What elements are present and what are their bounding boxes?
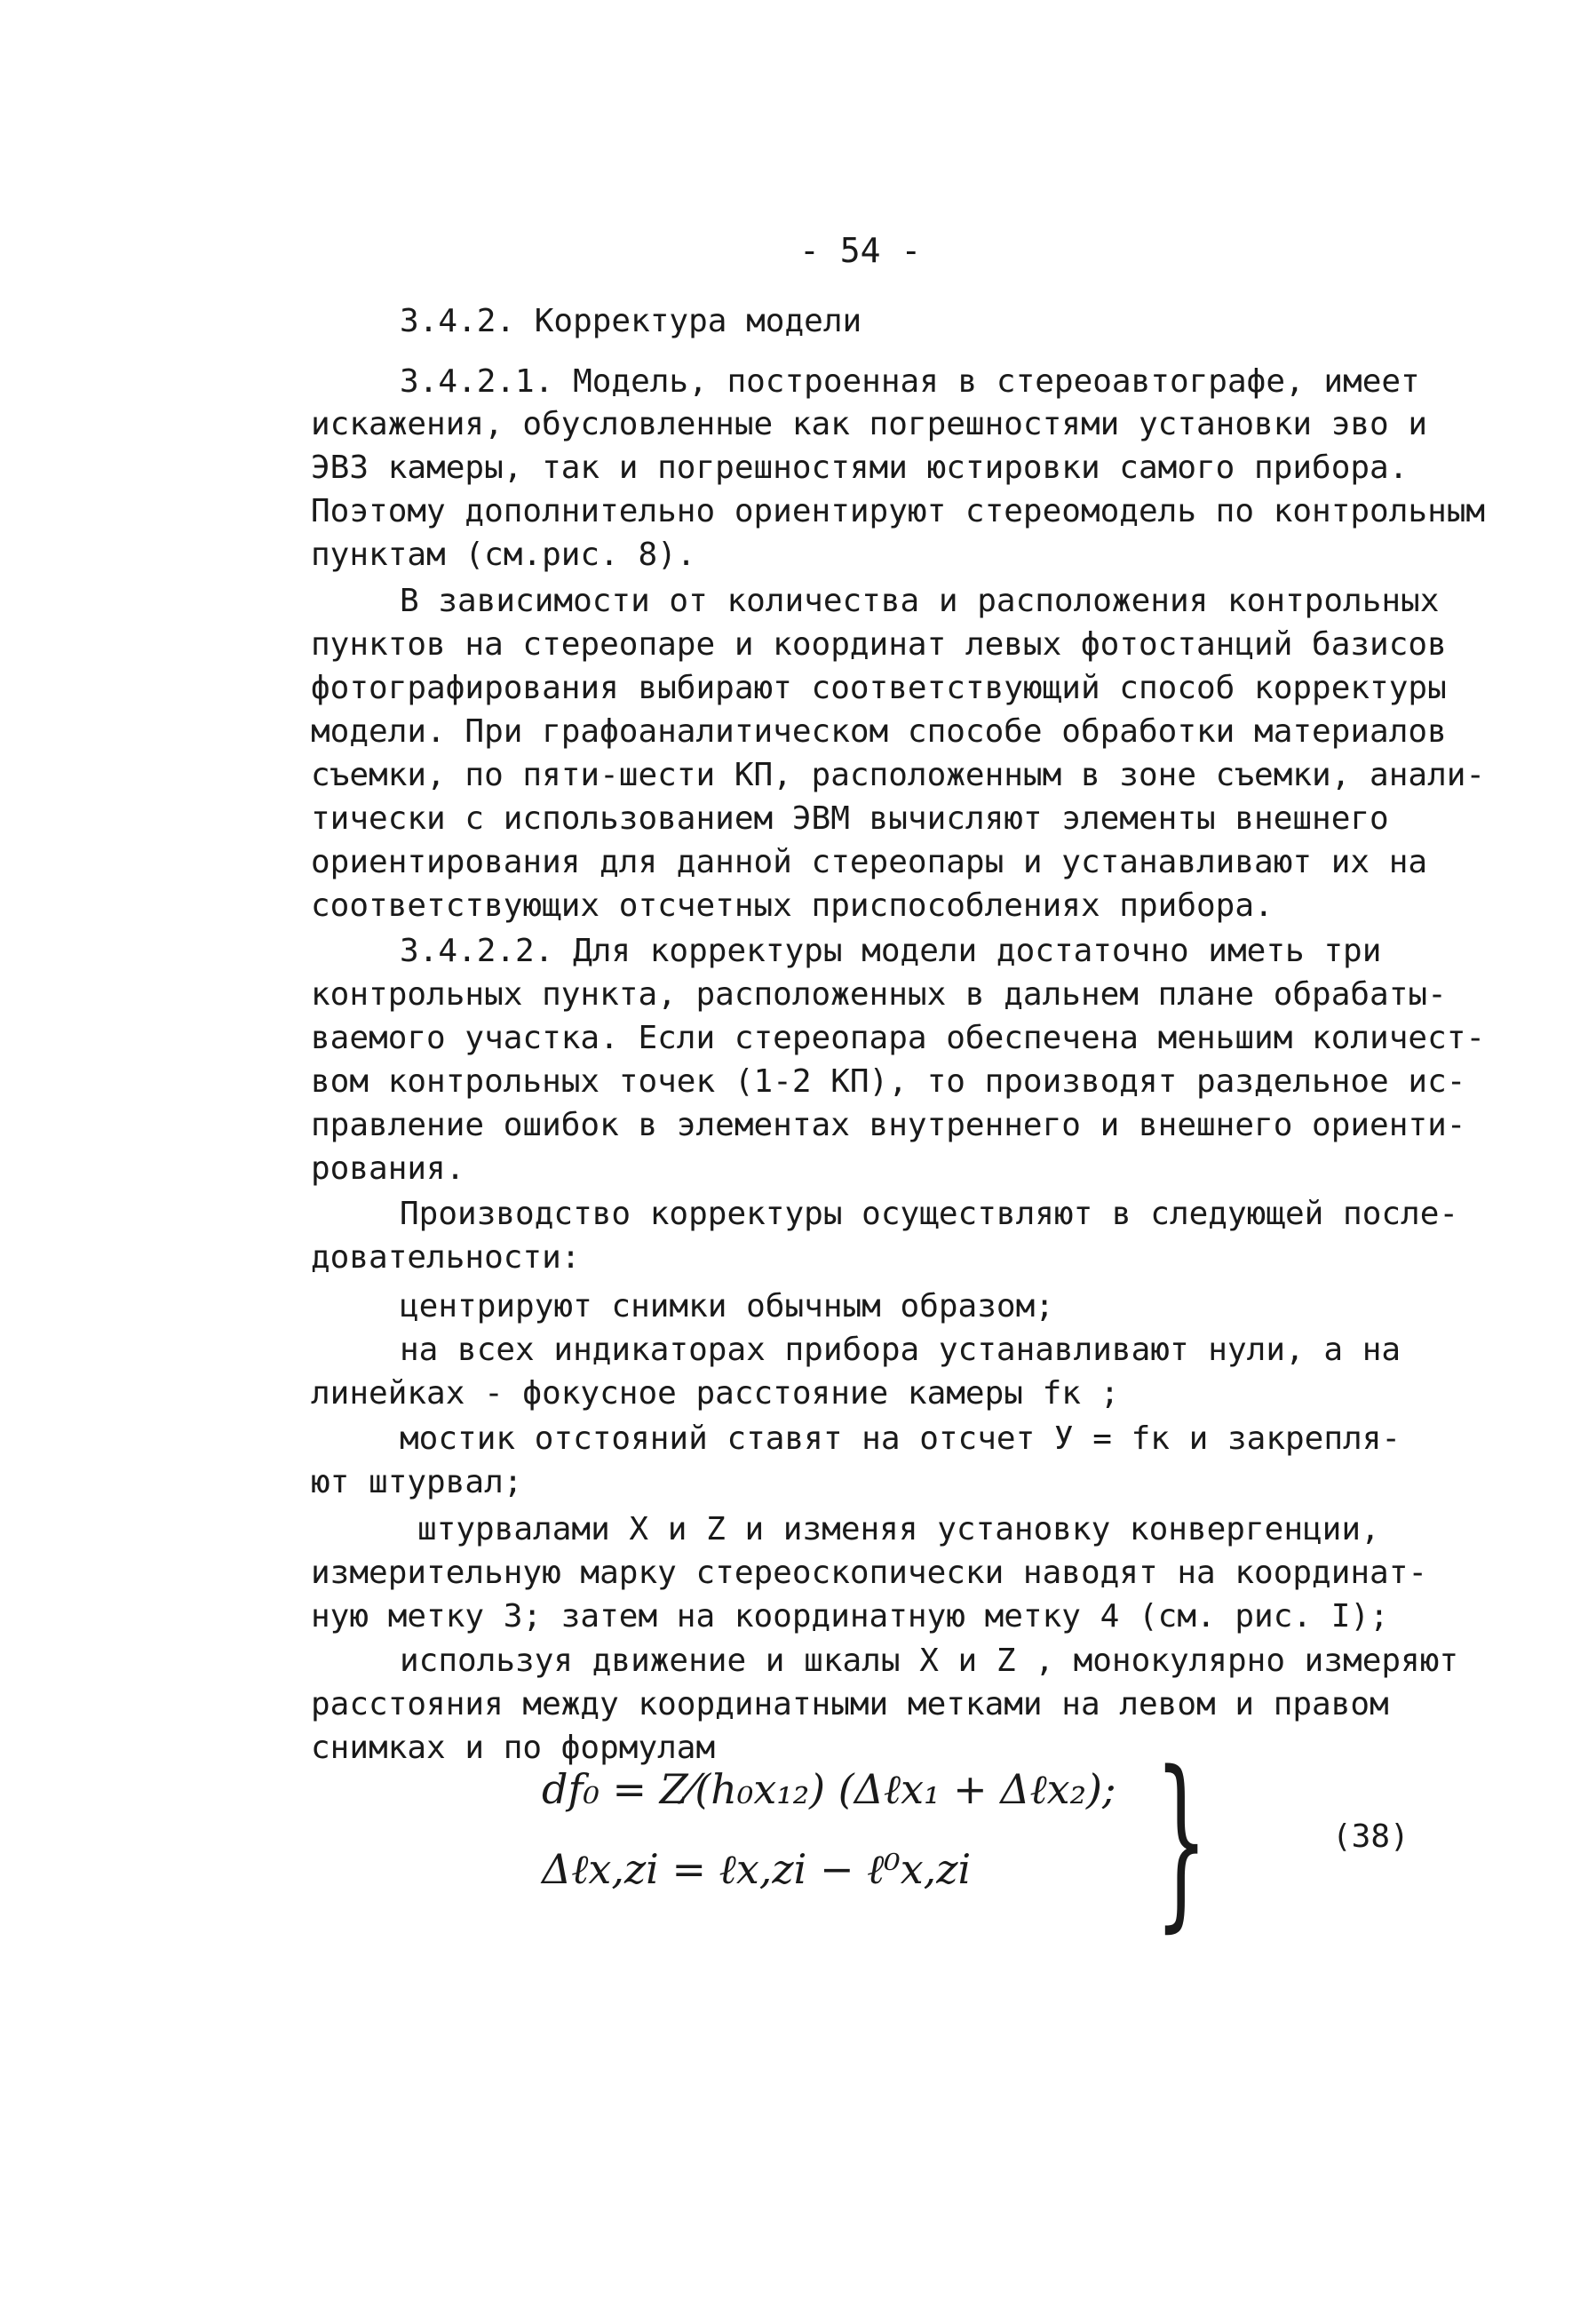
text-line: ют штурвал;	[311, 1464, 523, 1500]
text-line: съемки, по пяти-шести КП, расположенным в зоне съемки, анали-	[311, 757, 1486, 793]
text-line: ную метку 3; затем на координатную метку 4 (см. рис. I);	[311, 1598, 1389, 1635]
text-line: 3.4.2.2. Для корректуры модели достаточно иметь три	[400, 933, 1382, 969]
text-line: ориентирования для данной стереопары и устанавливают их на	[311, 844, 1428, 880]
text-line: 3.4.2.1. Модель, построенная в стереоавтографе, имеет	[400, 363, 1420, 400]
text-line: контрольных пункта, расположенных в дальнем плане обрабаты-	[311, 976, 1447, 1013]
text-line: снимках и по формулам	[311, 1730, 716, 1766]
text-line: рования.	[311, 1150, 465, 1187]
formula-row-2: Δℓx,zi = ℓx,zi − ℓ⁰x,zi	[542, 1845, 972, 1893]
text-line: Производство корректуры осуществляют в следующей после-	[400, 1196, 1459, 1232]
text-line: штурвалами X и Z и изменяя установку конвергенции,	[417, 1511, 1380, 1547]
text-line: мостик отстояний ставят на отсчет У = fк и закрепля-	[400, 1420, 1401, 1457]
text-line: В зависимости от количества и расположения контрольных	[400, 583, 1440, 619]
text-line: линейках - фокусное расстояние камеры fк ;	[311, 1375, 1120, 1412]
text-line: правление ошибок в элементах внутреннего и внешнего ориенти-	[311, 1107, 1466, 1143]
right-brace-icon: }	[1155, 1731, 1209, 1949]
formula-row-1: df₀ = Z⁄(h₀x₁₂) (Δℓx₁ + Δℓx₂);	[542, 1765, 1116, 1813]
text-line: модели. При графоаналитическом способе обработки материалов	[311, 713, 1447, 750]
text-line: измерительную марку стереоскопически наводят на координат-	[311, 1555, 1428, 1591]
text-line: тически с использованием ЭВМ вычисляют элементы внешнего	[311, 800, 1389, 837]
text-line: Поэтому дополнительно ориентируют стереомодель по контрольным	[311, 493, 1486, 529]
text-line: расстояния между координатными метками на левом и правом	[311, 1686, 1389, 1722]
text-line: ваемого участка. Если стереопара обеспечена меньшим количест-	[311, 1020, 1486, 1056]
text-line: фотографирования выбирают соответствующий способ корректуры	[311, 670, 1447, 706]
section-heading: 3.4.2. Корректура модели	[400, 303, 862, 339]
text-line: пунктов на стереопаре и координат левых фотостанций базисов	[311, 626, 1447, 663]
formula-38	[542, 1731, 1209, 1949]
text-line: на всех индикаторах прибора устанавливают нули, а на	[400, 1332, 1401, 1368]
text-line: используя движение и шкалы X и Z , монокулярно измеряют	[400, 1643, 1459, 1679]
text-line: довательности:	[311, 1239, 581, 1276]
text-line: ЭВЗ камеры, так и погрешностями юстировки самого прибора.	[311, 449, 1409, 486]
page-number: - 54 -	[799, 231, 922, 270]
text-line: центрируют снимки обычным образом;	[400, 1288, 1054, 1325]
text-line: соответствующих отсчетных приспособлениях прибора.	[311, 887, 1274, 924]
equation-number: (38)	[1332, 1818, 1409, 1855]
text-line: вом контрольных точек (1-2 КП), то производят раздельное ис-	[311, 1063, 1466, 1100]
text-line: искажения, обусловленные как погрешностями установки эво и	[311, 406, 1428, 442]
text-line: пунктам (см.рис. 8).	[311, 537, 696, 573]
